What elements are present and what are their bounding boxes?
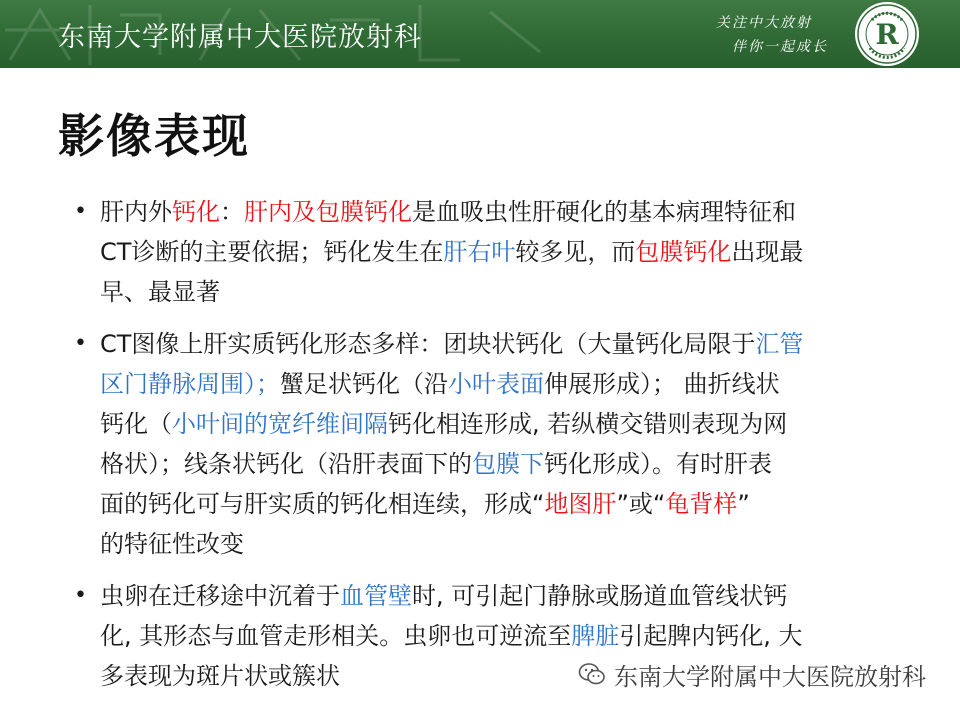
bullet-line xyxy=(100,576,900,616)
highlight-blue: 血管壁 xyxy=(340,582,412,610)
highlight-blue: 小叶间的宽纤维间隔 xyxy=(172,410,388,438)
wechat-watermark xyxy=(578,656,926,692)
bullet-dot: • xyxy=(74,331,87,356)
highlight-blue: 肝右叶 xyxy=(443,238,516,266)
watermark-text: 东南大学附属中大医院放射科 xyxy=(614,662,926,691)
highlight-blue: 脾脏 xyxy=(571,622,620,650)
text-segment: ”或“ xyxy=(616,490,666,518)
text-segment: 钙化相连形成, 若纵横交错则表现为网 xyxy=(388,410,788,438)
text-segment: 早、最显著 xyxy=(100,278,220,306)
slogan-line-1: 关注中大放射 xyxy=(716,15,812,31)
bullet-line xyxy=(100,484,900,524)
text-segment: 面的钙化可与肝实质的钙化相连续，形成“ xyxy=(100,490,545,518)
text-segment: 虫卵在迁移途中沉着于 xyxy=(100,582,340,610)
header-banner xyxy=(0,0,960,68)
bullet-dot: • xyxy=(74,199,87,224)
text-segment: CT诊断的主要依据；钙化发生在 xyxy=(100,238,444,266)
bullet-line xyxy=(100,404,900,444)
text-segment: 较多见，而 xyxy=(515,238,636,266)
highlight-red: 肝内及包膜钙化 xyxy=(244,198,412,226)
logo-letter: R xyxy=(875,18,899,51)
wechat-icon xyxy=(578,661,606,687)
bullet-line xyxy=(100,232,900,272)
text-segment: CT图像上肝实质钙化形态多样：团块状钙化（大量钙化局限于 xyxy=(100,330,756,358)
bullet-line xyxy=(100,524,900,564)
bullet-item xyxy=(70,192,900,312)
highlight-blue: 区门静脉周围）； xyxy=(100,370,280,398)
highlight-red: 地图肝 xyxy=(544,490,617,518)
text-segment: 引起脾内钙化, 大 xyxy=(619,622,803,650)
highlight-red: 钙化 xyxy=(172,198,220,226)
text-segment: 时, 可引起门静脉或肠道血管线状钙 xyxy=(412,582,788,610)
text-segment: 出现最 xyxy=(731,238,804,266)
text-segment: 伸展形成）； 曲折线状 xyxy=(544,370,780,398)
highlight-red: 包膜钙化 xyxy=(635,238,732,266)
slide-title: 影像表现 xyxy=(58,109,250,163)
text-segment: 化, 其形态与血管走形相关。虫卵也可逆流至 xyxy=(100,622,572,650)
highlight-blue: 包膜下 xyxy=(472,450,544,478)
highlight-blue: 小叶表面 xyxy=(448,370,544,398)
bullet-item xyxy=(70,324,900,564)
highlight-blue: 汇管 xyxy=(755,330,804,358)
bullet-line xyxy=(100,364,900,404)
bullet-line xyxy=(100,192,900,232)
text-segment: 是血吸虫性肝硬化的基本病理特征和 xyxy=(412,198,796,226)
bullet-line xyxy=(100,616,900,656)
text-segment: 格状）；线条状钙化（沿肝表面下的 xyxy=(100,450,472,478)
highlight-red: 龟背样 xyxy=(665,490,738,518)
hospital-radiology-logo xyxy=(846,0,928,68)
text-segment: 多表现为斑片状或簇状 xyxy=(100,662,340,690)
text-segment: ” xyxy=(737,490,750,518)
text-segment: 蟹足状钙化（沿 xyxy=(280,370,448,398)
text-segment: 钙化（ xyxy=(100,410,172,438)
text-segment: 钙化形成）。有时肝表 xyxy=(544,450,772,478)
bullet-line xyxy=(100,272,900,312)
slogan-line-2: 伴你一起成长 xyxy=(732,39,828,55)
bullet-list xyxy=(70,192,900,708)
bullet-line xyxy=(100,444,900,484)
bullet-line xyxy=(100,324,900,364)
bullet-dot: • xyxy=(74,583,87,608)
text-segment: 肝内外 xyxy=(100,198,172,226)
text-segment: ： xyxy=(220,198,244,226)
department-name: 东南大学附属中大医院放射科 xyxy=(58,22,422,53)
text-segment: 的特征性改变 xyxy=(100,530,244,558)
